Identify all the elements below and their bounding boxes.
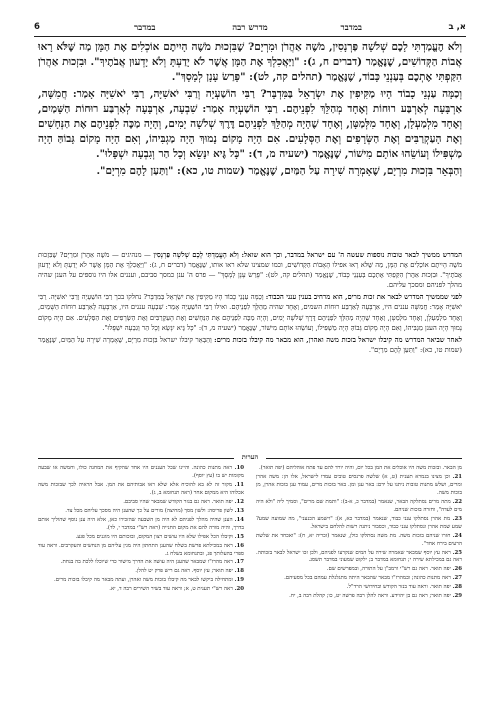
footnote <box>38 543 244 559</box>
footnote <box>256 550 462 566</box>
footnote-number: 13. <box>234 507 244 514</box>
footnote-number: 12. <box>234 498 244 505</box>
footnote-text: מת אהרן נסתלקו ענני כבוד, שנאמר (במדבר כא, א): "וישמע הכנעני", מה שמועה שמע? שמע שמת אהרן ונסתלקו ענני כבוד, וכסבור ניתנה רשות להלחם בישראל. <box>256 515 462 530</box>
footnote <box>256 499 462 515</box>
footnote-text: יפה תואר. ראה גם רש"י ורמב"ן על התורה, ובמפרשים שם. <box>326 566 451 573</box>
footnote-text: יפה תואר. ראה גם בנזר הקודש שמבאר שהיו סביבם. <box>123 498 233 505</box>
footnote-text: ראה מהרז"ו שמבאר שהענן היה עושה את הדרך מישור כדי שיוכלו ללכת בה בנחת. <box>60 559 233 566</box>
footnote <box>256 465 462 473</box>
footnote-number: 17. <box>234 559 244 566</box>
footnotes <box>38 465 462 697</box>
footnote-text: ראה מתנות כהונה. והיינו שכל העננים היו אחד שהקיף את המחנה כולו, וחמשה או שבעה מקומות יש בו (עץ יוסף). <box>38 465 244 479</box>
main-text <box>38 40 462 180</box>
footnote <box>256 584 462 592</box>
footnote-number: 23. <box>452 515 462 522</box>
commentary-paragraph <box>38 335 462 355</box>
footnote <box>38 517 244 533</box>
page-number: 6 <box>34 22 40 32</box>
commentary-paragraph <box>38 250 462 290</box>
footnote <box>38 586 244 594</box>
footnote <box>256 474 462 498</box>
footnote-text: הענן שהיה מהלך לפניהם לא היה מן השבעה שהזכירו כאן, אלא היה ענן נוסף שהוליך אותם בדרך, והיה מורה להם את מקום החנייה (ראה רש"י במדבר י, לד). <box>38 516 244 531</box>
footnote <box>256 593 462 601</box>
footnote-number: 24. <box>452 532 462 539</box>
footnote-text: מקור זה לא בא להוכיח אלא שלא ראו אבותיהם את המן. אבל הראיה לכך שבזכות משה אכלוהו היא ממקום אחר (ראה תנחומא ב, ג). <box>38 481 244 496</box>
footnote-number: 27. <box>452 575 462 582</box>
header-left-label: במדבר <box>134 23 156 33</box>
footnote <box>256 516 462 532</box>
footnote-text: ראה מתנות כהונה; ובמהרז"ו מבאר שהבאר היתה מתגלגלת עמהם בכל מסעיהם. <box>284 575 451 582</box>
footnote-number: 28. <box>452 584 462 591</box>
footnote <box>38 499 244 507</box>
footnote-number: 20. <box>234 586 244 593</box>
main-paragraph: וְלֹא הֶעֱמַדְתִּי לָכֶם שְׁלֹשָׁה פַּרְנָסִין, מֹשֶׁה אַהֲרֹן וּמִרְיָם? שֶׁבִּזְכוּת מֹשֶׁה הָיִיתֶם אוֹכְלִים אֶת הַמָּן מַה שֶּׁלֹּא רָאוּ אֲבוֹת הַקְּדוֹשִׁים, שֶׁנֶּאֱמַר (דברים ח, ג): "וַיַּאֲכִלְךָ אֶת הַמָּן אֲשֶׁר לֹא יָדַעְתָּ וְלֹא יָדְעוּן אֲבֹתֶיךָ". וּבִזְכוּת אַהֲרֹן הִקַּפְתִּי אֶתְכֶם בְּעַנְנֵי כָּבוֹד, שֶׁנֶּאֱמַר (תהלים קה, לט): "פָּרַשׂ עָנָן לְמָסָךְ". <box>38 41 462 84</box>
footnote-number: 29. <box>452 593 462 600</box>
section-mark: א, ב <box>448 22 466 32</box>
footnote-number: 10. <box>234 465 244 471</box>
footnote-number: 18. <box>234 568 244 575</box>
footnote-text: ראה עץ יוסף שמבאר שאמרה שירה על המים שנקרעו לפניהם, ולכן זכו ישראל לבאר בזכותה. ראה גם במכילתא שירה י; תנחומא במדבר ב; ילקוט שמעוני במדבר תשסג. <box>256 549 462 564</box>
footnote-text: ומתחילה ביקשו לבאר מה קיבלו בזכות משה ואהרן, ועתה מבאר מה קיבלו בזכות מרים. <box>54 577 233 584</box>
footnote-text: לשון פריסה: ולשון מסך (מחיצה) מורים על כך שהענן היה מסכך עליהם מכל צד. <box>65 507 233 514</box>
footnote <box>256 575 462 583</box>
footnote-number: 19. <box>234 577 244 584</box>
footnotes-left-column <box>256 465 462 697</box>
footnote <box>38 568 244 576</box>
footnote-number: 11. <box>234 481 244 488</box>
commentary-text: וְכַמָּה עַנְנֵי כָבוֹד הָיוּ מַקִּיפִין אֶת יִשְׂרָאֵל בַּמִּדְבָּר? נחלקו בכך רַבִּי הוֹשַׁעְיָה וְרַבִּי יֹאשִׁיָּה. רַבִּי יֹאשִׁיָּה אָמַר: חֲמִשָּׁה עננים היו, אַרְבָּעָה לְאַרְבַּע רוּחוֹת השמים, וְאֶחָד שהיה מְהַלֵּךְ לִפְנֵיהֶם. ואילו רַבִּי הוֹשַׁעְיָה אָמַר: שִׁבְעָה עננים היו, אַרְבָּעָה לְאַרְבַּע רוּחוֹת הַשָּׁמַיִם, וְאֶחָד מִלְמַעְלָן, וְאֶחָד מִלְּמַטָּן, וְאֶחָד שֶׁהָיָה מְהַלֵּךְ לִפְנֵיהֶם דֶּרֶךְ שְׁלֹשָׁה יָמִים, וְהָיָה מַכֶּה לִפְנֵיהֶם אֶת הַנְּחָשִׁים וְאֶת הָעַקְרַבִּים וְאֶת הַשְּׂרָפִים וְאֶת הַסְּלָעִים. אִם הָיָה מָקוֹם נָמוּךְ הָיָה הענן מַגְבִּיהוֹ, וְאִם הָיָה מָקוֹם גָּבוֹהַּ הָיָה מַשְׁפִּילוֹ, וְעוֹשֵׂהוּ אוֹתָם מִישׁוֹר, שֶׁנֶּאֱמַר (ישעיה מ, ד): "כָּל גֶּיא יִנָּשֵׂא וְכָל הַר וְגִבְעָה יִשְׁפָּלוּ". <box>38 293 462 332</box>
footnote <box>256 566 462 574</box>
commentary-text: וְהַבְּאֵר קיבלו ישראל בִּזְכוּת מִרְיָם, שֶׁאָמְרָה שִׁירָה עַל הַמַּיִם, שֶׁנֶּאֱמַר (שמות טו, כא): "וַתַּעַן לָהֶם מִרְיָם". <box>38 335 462 354</box>
footnote-text: חזרו שניהם בזכות משה. מת משה נסתלקו כולן, שנאמר (זכריה יא, ח): "ואכחד את שלשת הרעים בירח אחד". <box>256 532 462 547</box>
commentary-text: — מנהיגים — מֹשֶׁה אַהֲרֹן וּמִרְיָם? שֶׁבִּזְכוּת מֹשֶׁה הָיִיתֶם אוֹכְלִים אֶת הַמָּן, מַה שֶּׁלֹּא רָאוּ אפילו הָאָבוֹת הַקְּדוֹשִׁים, וכמו שמצינו שלא ראו אותו, שֶׁנֶּאֱמַר (דברים ח, ג): "וַיַּאֲכִלְךָ אֶת הַמָּן אֲשֶׁר לֹא יָדַעְתָּ וְלֹא יָדְעוּן אֲבֹתֶיךָ". וּבִזְכוּת אַהֲרֹן הִקַּפְתִּי אֶתְכֶם בְּעַנְנֵי כָּבוֹד, שֶׁנֶּאֱמַר (תהלים קה, לט): "פָּרַשׂ עָנָן לְמָסָךְ" — פרס ה' ענן כמסך סביבם, ועננים אלו היו נוספים על הענן שהיה מהלך לפניהם ומסכך עליהם. <box>38 251 462 290</box>
footnote-text: מן הבאר. ובזכות משה היו אוכלים את המן בכל יום, והיה יורד להם עד פתח אוהליהם (יפה תואר). <box>258 465 462 471</box>
footnotes-right-column <box>38 465 244 697</box>
main-paragraph: וְהַבְּאֵר בִּזְכוּת מִרְיָם, שֶׁאָמְרָה שִׁירָה עַל הַמַּיִם, שֶׁנֶּאֱמַר (שמות טו, כא): "וַתַּעַן לָהֶם מִרְיָם". <box>96 164 462 177</box>
footnote-text: וכן מצינו בגמרא תענית (ט, א) שלשה פרנסים טובים עמדו לישראל, אלו הן: משה אהרן ומרים, ושלש מתנות טובות ניתנו על ידם: באר ענן ומן. באר בזכות מרים, עמוד ענן בזכות אהרן, מן בזכות משה. <box>256 473 462 496</box>
footnote <box>38 482 244 498</box>
footnote <box>38 465 244 481</box>
footnote-text: ראה רש"י תענית ט, א; וראה עוד בשיר השירים רבה ד, יא. <box>109 586 233 593</box>
commentary-lead: לפני שממשיך המדרש לבאר את זכות מרים, הוא מרחיב בענין ענני הכבוד: <box>265 293 462 302</box>
footnote <box>38 534 244 542</box>
header-center-label: מדרש רבה <box>232 23 268 33</box>
footnote-number: 14. <box>234 516 244 523</box>
footnote-text: יפה תואר; עץ יוסף. ראה גם ריש פרק יט להלן. <box>135 568 233 575</box>
commentary <box>38 250 462 357</box>
commentary-paragraph <box>38 292 462 332</box>
page-header <box>34 20 466 37</box>
footnote-text: מתה מרים נסתלקה הבאר, שנאמר (במדבר כ, א-ב): "ותמת שם מרים", וסמיך ליה "ולא היה מים לעדה", וחזרה בזכות שניהם. <box>256 498 462 513</box>
footnote-number: 21. <box>452 473 462 480</box>
commentary-lead: המדרש ממשיך לבאר טובות נוספות שעשה ה' עם ישראל במדבר, וכך הוא שואל: וְלֹא הֶעֱמַדְתִּי לָכֶם שְׁלֹשָׁה פַּרְנָסִין <box>153 251 462 259</box>
footnote <box>38 577 244 585</box>
footnote-text: ראה במכילתא פרשת בשלח שהענן התחתון היה מגין עליהם מן הנחשים והעקרבים. וראה עוד ספרי בהעלותך פג, ובתנחומא בשלח ג. <box>38 542 244 557</box>
commentary-lead: לאחר שביאר המדרש מה קיבלו ישראל בזכות משה ואהרן, הוא מבאר מה קיבלו בזכות מרים: <box>214 335 463 344</box>
footnote-text: וקיבלו הכל אפילו שלא היו עושים רצון המקום, ובזכותם היו מוגנים מכל פגע. <box>75 533 233 540</box>
footnote-number: 22. <box>452 498 462 505</box>
footnote-text: יפה תואר; ראה גם בן יהוידע. וראה להלן רבה פרשה יט, כו; קהלת רבה ב, יח. <box>289 593 451 600</box>
footnote <box>38 559 244 567</box>
footnote-number: 16. <box>234 542 244 549</box>
footnote-number: 15. <box>234 533 244 540</box>
main-paragraph: וְכַמָּה עַנְנֵי כָבוֹד הָיוּ מַקִּיפִין אֶת יִשְׂרָאֵל בַּמִּדְבָּר? רַבִּי הוֹשַׁעְיָה וְרַבִּי יֹאשִׁיָּה, רַבִּי יֹאשִׁיָּה אָמַר: חֲמִשָּׁה, אַרְבָּעָה לְאַרְבַּע רוּחוֹת וְאֶחָד מְהַלֵּךְ לִפְנֵיהֶם. רַבִּי הוֹשַׁעְיָה אָמַר: שִׁבְעָה, אַרְבָּעָה לְאַרְבַּע רוּחוֹת הַשָּׁמַיִם, וְאֶחָד מִלְמַעְלָן, וְאֶחָד מִלְּמַטָּן, וְאֶחָד שֶׁהָיָה מְהַלֵּךְ לִפְנֵיהֶם דֶּרֶךְ שְׁלֹשָׁה יָמִים, וְהָיָה מַכֶּה לִפְנֵיהֶם אֶת הַנְּחָשִׁים וְאֶת הָעַקְרַבִּים וְאֶת הַשְּׂרָפִים וְאֶת הַסְּלָעִים. אִם הָיָה מָקוֹם נָמוּךְ הָיָה מַגְבִּיהוֹ, וְאִם הָיָה מָקוֹם גָּבוֹהַּ הָיָה מַשְׁפִּילוֹ וְעוֹשֵׂהוּ אוֹתָם מִישׁוֹר, שֶׁנֶּאֱמַר (ישעיה מ, ד): "כָּל גֶּיא יִנָּשֵׂא וְכָל הַר וְגִבְעָה יִשְׁפָּלוּ". <box>38 87 462 161</box>
footnote <box>256 533 462 549</box>
footnote <box>38 508 244 516</box>
notes-title: הערות <box>234 453 266 461</box>
footnote-number: 26. <box>452 566 462 573</box>
footnote-number: 25. <box>452 549 462 556</box>
header-right-label: במדבר <box>340 23 362 33</box>
footnote-text: יפה תואר. וראה עוד בנזר הקודש ובחידושי הרד"ל. <box>346 584 451 591</box>
